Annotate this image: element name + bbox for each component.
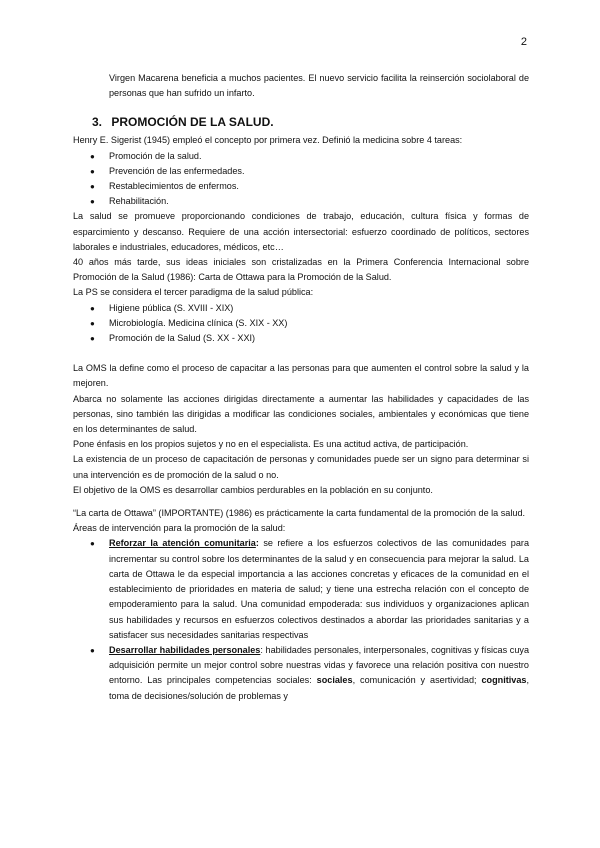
paragraph-abarca: Abarca no solamente las acciones dirigidas directamente a aumentar las habilidades y capacidades de las personas, sino también las dirigidas a modificar las condiciones sociales, ambientales y económicas que tiene en los determinantes de salud.: [73, 393, 529, 435]
section-number: 3.: [92, 115, 103, 130]
page-content: [73, 71, 529, 704]
list-item: ● Restablecimientos de enfermos.: [73, 179, 529, 194]
area-item: ● Reforzar la atención comunitaria: se refiere a los esfuerzos colectivos de las comunidades para incrementar su control sobre los determinantes de la salud y en consecuencia para mejorar la salud. La carta de Ottawa le da especial importancia a las acciones concretas y eficaces de la comunidad en el establecimiento de prioridades en materia de salud; y tiene una estrecha relación con el concepto de empoderamiento para la salud. Una comunidad empoderada: sus individuos y organizaciones aplican sus habilidades y recursos en esfuerzos colectivos destinados a abordar las prioridades sanitarias y a satisfacer sus necesidades sanitarias respectivas: [73, 536, 529, 642]
area-bold-term: sociales: [316, 675, 353, 686]
area-text: se refiere a los esfuerzos colectivos de las comunidades para incrementar su control sobre los determinantes de la salud y en consecuencia para mejorar la salud. La carta de Ottawa le da especial importancia a las acciones concretas y eficaces de la comunidad en el establecimiento de prioridades en materia de salud; y tiene una estrecha relación con el concepto de empoderamiento para la salud. Una comunidad empoderada: sus individuos y organizaciones aplican sus habilidades y recursos en esfuerzos colectivos destinados a abordar las prioridades sanitarias y a satisfacer sus necesidades sanitarias respectivas: [109, 538, 529, 640]
list-item: ● Microbiología. Medicina clínica (S. XIX - XX): [73, 316, 529, 331]
paragraph-enfasis: Pone énfasis en los propios sujetos y no en el especialista. Es una actitud activa, de participación.: [73, 439, 469, 450]
paragraph-carta-ottawa: “La carta de Ottawa” (IMPORTANTE) (1986) es prácticamente la carta fundamental de la promoción de la salud.: [73, 508, 526, 519]
area-title: Reforzar la atención comunitaria: [109, 538, 256, 549]
paragraph-salud: La salud se promueve proporcionando condiciones de trabajo, educación, cultura física y formas de esparcimiento y descanso. Requiere de una acción intersectorial: esfuerzo coordinado de políticos, sectores laborales e industriales, educadores, médicos, etc…: [73, 211, 529, 252]
areas-list: [73, 536, 529, 703]
area-text: habilidades personales, interpersonales, cognitivas y físicas cuya adquisición permite un mejor control sobre nuestras vidas y favorece una relación positiva con nuestro entorno. Las principales competencias sociales:: [109, 644, 530, 686]
list-item: ● Promoción de la salud.: [73, 149, 529, 164]
paragraph-ottawa-1986: 40 años más tarde, sus ideas iniciales son cristalizadas en la Primera Conferencia Internacional sobre Promoción de la Salud (1986): Carta de Ottawa para la Promoción de la Salud.: [73, 257, 529, 283]
section-title: PROMOCIÓN DE LA SALUD.: [111, 115, 274, 130]
paragraph-oms-define: La OMS la define como el proceso de capacitar a las personas para que aumenten el control sobre la salud y la mejoren.: [73, 363, 529, 389]
paragraph-capacitacion: La existencia de un proceso de capacitación de personas y comunidades puede ser un signo para determinar si una intervención es de promoción de la salud o no.: [73, 454, 529, 480]
intro-paragraph: Virgen Macarena beneficia a muchos pacientes. El nuevo servicio facilita la reinserción sociolaboral de personas que han sufrido un infarto.: [109, 73, 529, 99]
paragraph-areas: Áreas de intervención para la promoción de la salud:: [73, 523, 286, 534]
list-item: ● Prevención de las enfermedades.: [73, 164, 529, 179]
paradigmas-list: [73, 301, 529, 347]
page-number: 2: [520, 36, 527, 48]
list-item: ● Promoción de la Salud (S. XX - XXI): [73, 331, 529, 346]
paragraph-sigerist: Henry E. Sigerist (1945) empleó el concepto por primera vez. Definió la medicina sobre 4 tareas:: [73, 135, 463, 146]
area-item: ● Desarrollar habilidades personales: habilidades personales, interpersonales, cognitivas y físicas cuya adquisición permite un mejor control sobre nuestras vidas y favorece una relación positiva con nuestro entorno. Las principales competencias sociales: sociales, comunicación y asertividad; cognitivas, toma de decisiones/solución de problemas y: [73, 643, 529, 704]
list-item: ● Higiene pública (S. XVIII - XIX): [73, 301, 529, 316]
paragraph-paradigma: La PS se considera el tercer paradigma de la salud pública:: [73, 287, 314, 298]
tareas-list: [73, 149, 529, 210]
section-heading: [92, 114, 529, 130]
list-item: ● Rehabilitación.: [73, 194, 529, 209]
area-bold-term: cognitivas: [481, 675, 527, 686]
area-title: Desarrollar habilidades personales: [109, 644, 261, 655]
paragraph-objetivo: El objetivo de la OMS es desarrollar cambios perdurables en la población en su conjunto.: [73, 484, 433, 495]
